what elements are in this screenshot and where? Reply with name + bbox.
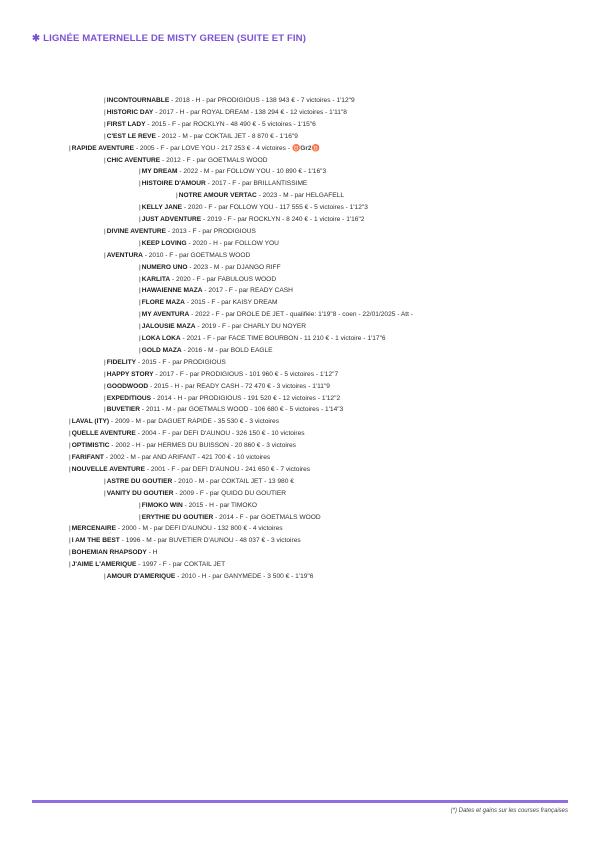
horse-details: 2010 - F - par GOETMALS WOOD bbox=[148, 251, 251, 259]
horse-details: - H bbox=[148, 549, 158, 557]
separator: - bbox=[187, 263, 194, 271]
branch-marker: | bbox=[69, 525, 71, 533]
horse-details: 2015 - F - par KAISY DREAM bbox=[190, 299, 278, 307]
horse-name: GOLD MAZA bbox=[141, 346, 182, 354]
branch-marker: | bbox=[69, 549, 71, 557]
branch-marker: | bbox=[104, 406, 106, 414]
horse-name: FIRST LADY bbox=[106, 120, 146, 128]
horse-name: GOODWOOD bbox=[106, 382, 149, 390]
branch-marker: | bbox=[139, 180, 141, 188]
horse-details: 2017 - F - par READY CASH bbox=[208, 287, 293, 295]
pedigree-entry bbox=[104, 97, 355, 105]
pedigree-entry bbox=[69, 561, 225, 569]
horse-details: 2014 - H - par PRODIGIOUS - 191 520 € - 12 victoires - 1'12"2 bbox=[156, 394, 341, 402]
branch-marker: | bbox=[104, 358, 106, 366]
pedigree-entry bbox=[104, 478, 294, 486]
horse-details: 2022 - M - par FOLLOW YOU - 10 890 € - 1'16"3 bbox=[183, 168, 327, 176]
pedigree-entry bbox=[69, 418, 279, 426]
separator: - bbox=[136, 561, 143, 569]
horse-details: 2021 - F - par FACE TIME BOURBON - 11 210 € - 1 victoire - 1'17"6 bbox=[186, 335, 386, 342]
horse-name: VANITY DU GOUTIER bbox=[106, 489, 174, 497]
pedigree-entry bbox=[139, 299, 278, 307]
branch-marker: | bbox=[104, 477, 106, 485]
separator: - bbox=[135, 430, 142, 438]
separator: - bbox=[182, 204, 188, 212]
horse-name: AMOUR D'AMERIQUE bbox=[106, 573, 176, 580]
pedigree-entry bbox=[139, 335, 386, 343]
pedigree-entry bbox=[139, 204, 368, 212]
pedigree-entry bbox=[139, 276, 276, 284]
branch-marker: | bbox=[104, 227, 106, 235]
horse-name: FARIFANT bbox=[71, 454, 104, 461]
pedigree-entry bbox=[139, 240, 279, 248]
pedigree-entry bbox=[104, 133, 298, 141]
horse-name: HISTORIC DAY bbox=[106, 108, 154, 116]
horse-details: 2016 - M - par BOLD EAGLE bbox=[187, 346, 273, 354]
pedigree-entry bbox=[104, 573, 313, 581]
separator: - bbox=[180, 335, 187, 342]
horse-details: 2013 - F - par PRODIGIOUS bbox=[171, 227, 256, 235]
star-icon: ✱ bbox=[32, 33, 41, 44]
horse-details: 2020 - F - par FABULOUS WOOD bbox=[176, 275, 277, 283]
horse-details: 2022 - F - par DROLE DE JET - qualifiée: 1'19"8 - coen - 22/01/2025 - Att - bbox=[195, 311, 413, 319]
pedigree-entry bbox=[139, 514, 321, 522]
separator: - bbox=[119, 537, 126, 545]
horse-name: ERYTHIE DU GOUTIER bbox=[141, 513, 214, 521]
pedigree-entry bbox=[139, 168, 326, 176]
branch-marker: | bbox=[104, 382, 106, 390]
separator: - bbox=[169, 97, 176, 104]
separator: - bbox=[213, 513, 220, 521]
horse-name: ASTRE DU GOUTIER bbox=[106, 477, 173, 485]
horse-name: AVENTURA bbox=[106, 251, 143, 259]
separator: - bbox=[148, 382, 154, 390]
branch-marker: | bbox=[139, 204, 141, 212]
separator: - bbox=[140, 406, 146, 414]
branch-marker: | bbox=[104, 97, 106, 104]
horse-name: FIDELITY bbox=[106, 358, 137, 366]
separator: - bbox=[205, 180, 212, 188]
horse-details: 2009 - M - par DAGUET RAPIDE - 35 530 € - 3 victoires bbox=[114, 418, 280, 426]
horse-details: 2015 - H - par READY CASH - 72 470 € - 3 victoires - 1'11"9 bbox=[154, 382, 330, 390]
horse-details: 2023 - M - par DJANGO RIFF bbox=[193, 263, 281, 271]
branch-marker: | bbox=[69, 454, 71, 461]
horse-details: 2010 - M - par COKTAIL JET - 13 980 € bbox=[178, 477, 294, 485]
branch-marker: | bbox=[104, 120, 106, 128]
separator: - bbox=[172, 477, 179, 485]
pedigree-entry bbox=[139, 287, 293, 295]
horse-details: 2015 - F - par ROCKLYN - 48 490 € - 5 victoires - 1'15"6 bbox=[151, 120, 316, 128]
horse-name: RAPIDE AVENTURE bbox=[71, 144, 134, 152]
separator: - bbox=[177, 168, 184, 176]
horse-name: BOHEMIAN RHAPSODY bbox=[71, 549, 147, 557]
page-heading bbox=[32, 33, 306, 44]
branch-marker: | bbox=[69, 144, 71, 152]
horse-details: 2023 - M - par HELGAFELL bbox=[262, 192, 344, 200]
horse-details: 1997 - F - par COKTAIL JET bbox=[142, 561, 226, 569]
horse-name: CHIC AVENTURE bbox=[106, 156, 161, 164]
horse-name: OPTIMISTIC bbox=[71, 442, 110, 450]
separator: - bbox=[189, 311, 196, 319]
separator: - bbox=[182, 501, 189, 509]
horse-name: QUELLE AVENTURE bbox=[71, 430, 136, 438]
branch-marker: | bbox=[104, 573, 106, 580]
separator: - bbox=[201, 216, 208, 223]
horse-name: NUMERO UNO bbox=[141, 263, 188, 271]
branch-marker: | bbox=[139, 263, 141, 271]
separator: - bbox=[145, 120, 152, 128]
horse-name: NOUVELLE AVENTURE bbox=[71, 465, 145, 473]
pedigree-entry bbox=[69, 525, 283, 533]
horse-details: 2000 - M - par DEFI D'AUNOU - 132 800 € - 4 victoires bbox=[121, 525, 283, 533]
horse-name: I AM THE BEST bbox=[71, 537, 120, 545]
branch-marker: | bbox=[139, 513, 141, 521]
horse-details: 2012 - F - par GOETMALS WOOD bbox=[166, 156, 268, 164]
separator: - bbox=[153, 108, 160, 116]
branch-marker: | bbox=[139, 323, 141, 331]
horse-details: 2002 - M - par AND ARIFANT - 421 700 € - 10 victoires bbox=[109, 454, 271, 461]
separator: - bbox=[116, 525, 122, 533]
branch-marker: | bbox=[139, 501, 141, 509]
separator: - bbox=[136, 358, 142, 366]
pedigree-entry bbox=[139, 311, 413, 319]
horse-name: EXPEDITIOUS bbox=[106, 394, 152, 402]
branch-marker: | bbox=[104, 132, 106, 140]
branch-marker: | bbox=[104, 108, 106, 116]
horse-details: 2017 - H - par ROYAL DREAM - 138 294 € - 12 victoires - 1'11"8 bbox=[159, 108, 347, 116]
footer-divider bbox=[32, 800, 568, 803]
pedigree-entry bbox=[104, 383, 330, 391]
branch-marker: | bbox=[176, 192, 178, 200]
branch-marker: | bbox=[139, 287, 141, 295]
horse-details: 2001 - F - par DEFI D'AUNOU - 241 650 € - 7 victoires bbox=[150, 465, 311, 473]
branch-marker: | bbox=[69, 442, 71, 450]
separator: - bbox=[166, 227, 172, 235]
separator: - bbox=[153, 370, 160, 378]
branch-marker: | bbox=[139, 299, 141, 307]
horse-details: 2004 - F - par DEFI D'AUNOU - 326 150 € - 10 victoires bbox=[141, 430, 305, 438]
separator: - bbox=[170, 275, 177, 283]
pedigree-entry bbox=[139, 323, 306, 331]
branch-marker: | bbox=[139, 168, 141, 176]
branch-marker: | bbox=[139, 346, 141, 354]
horse-details: 2017 - F - par PRODIGIOUS - 101 960 € - 5 victoires - 1'12"7 bbox=[159, 370, 339, 378]
branch-marker: | bbox=[139, 239, 141, 247]
horse-name: BUVETIER bbox=[106, 406, 141, 414]
pedigree-entry bbox=[104, 109, 347, 117]
pedigree-entry bbox=[139, 180, 307, 188]
pedigree-entry bbox=[104, 371, 338, 379]
pedigree-entry bbox=[69, 549, 157, 557]
horse-details: 2020 - H - par FOLLOW YOU bbox=[192, 239, 279, 247]
horse-name: FLORE MAZA bbox=[141, 299, 185, 307]
horse-name: KARLITA bbox=[141, 275, 171, 283]
pedigree-entry bbox=[69, 466, 310, 474]
horse-details: 2017 - F - par BRILLANTISSIME bbox=[211, 180, 308, 188]
pedigree-entry bbox=[104, 228, 256, 236]
separator: - bbox=[181, 346, 188, 354]
horse-details: 2005 - F - par LOVE YOU - 217 253 € - 4 victoires - bbox=[139, 144, 291, 152]
separator: - bbox=[145, 465, 151, 473]
horse-details: 2014 - F - par GOETMALS WOOD bbox=[219, 513, 321, 521]
footnote: (*) Dates et gains sur les courses françaises bbox=[450, 808, 568, 814]
branch-marker: | bbox=[69, 465, 71, 473]
horse-details: 2019 - F - par ROCKLYN - 8 240 € - 1 victoire - 1'16"2 bbox=[207, 216, 365, 223]
pedigree-entry bbox=[104, 252, 250, 260]
horse-name: JUST ADVENTURE bbox=[141, 216, 202, 223]
pedigree-entry bbox=[69, 442, 296, 450]
branch-marker: | bbox=[104, 251, 106, 259]
separator: - bbox=[256, 192, 263, 200]
separator: - bbox=[184, 299, 191, 307]
separator: - bbox=[151, 394, 157, 402]
horse-details: 2012 - M - par COKTAIL JET - 8 870 € - 1'16"9 bbox=[161, 132, 298, 140]
horse-name: FIMOKO WIN bbox=[141, 501, 183, 509]
horse-name: HISTOIRE D'AMOUR bbox=[141, 180, 206, 188]
branch-marker: | bbox=[69, 418, 71, 426]
horse-details: 2002 - H - par HERMES DU BUISSON - 20 860 € - 3 victoires bbox=[115, 442, 296, 450]
pedigree-entry bbox=[104, 406, 343, 414]
pedigree-entry bbox=[139, 216, 364, 224]
separator: - bbox=[155, 132, 162, 140]
branch-marker: | bbox=[139, 216, 141, 223]
pedigree-entry bbox=[69, 537, 301, 545]
branch-marker: | bbox=[139, 311, 141, 319]
pedigree-entry bbox=[104, 395, 340, 403]
branch-marker: | bbox=[69, 537, 71, 545]
horse-name: KELLY JANE bbox=[141, 204, 183, 212]
horse-name: MY DREAM bbox=[141, 168, 178, 176]
horse-name: DIVINE AVENTURE bbox=[106, 227, 167, 235]
branch-marker: | bbox=[104, 489, 106, 497]
horse-name: C'EST LE REVE bbox=[106, 132, 156, 140]
horse-name: JALOUSIE MAZA bbox=[141, 323, 196, 331]
horse-details: 2018 - H - par PRODIGIOUS - 138 943 € - 7 victoires - 1'12"9 bbox=[175, 97, 355, 104]
separator: - bbox=[175, 573, 182, 580]
horse-details: 2015 - F - par PRODIGIOUS bbox=[141, 358, 226, 366]
branch-marker: | bbox=[139, 275, 141, 283]
pedigree-entry bbox=[104, 157, 268, 165]
horse-details: 1996 - M - par BUVETIER D'AUNOU - 48 037 € - 3 victoires bbox=[125, 537, 301, 545]
branch-marker: | bbox=[69, 430, 71, 438]
pedigree-entry bbox=[69, 454, 270, 462]
separator: - bbox=[109, 418, 115, 426]
separator: - bbox=[142, 251, 149, 259]
separator: - bbox=[160, 156, 167, 164]
branch-marker: | bbox=[139, 335, 141, 342]
horse-name: J'AIME L'AMERIQUE bbox=[71, 561, 137, 569]
horse-details: 2009 - F - par QUIDO DU GOUTIER bbox=[179, 489, 287, 497]
pedigree-entry bbox=[104, 121, 316, 129]
separator: - bbox=[195, 323, 202, 331]
horse-name: HAPPY STORY bbox=[106, 370, 154, 378]
horse-name: MERCENAIRE bbox=[71, 525, 117, 533]
heading-title: LIGNÉE MATERNELLE DE MISTY GREEN (SUITE ET FIN) bbox=[43, 33, 306, 44]
separator: - bbox=[103, 454, 110, 461]
branch-marker: | bbox=[104, 370, 106, 378]
horse-name: NOTRE AMOUR VERTAC bbox=[178, 192, 257, 200]
branch-marker: | bbox=[104, 156, 106, 164]
branch-marker: | bbox=[104, 394, 106, 402]
pedigree-entry bbox=[139, 264, 281, 272]
horse-name: HAWAIENNE MAZA bbox=[141, 287, 203, 295]
horse-details: 2011 - M - par GOETMALS WOOD - 106 680 € - 5 victoires - 1'14"3 bbox=[145, 406, 344, 414]
pedigree-entry bbox=[69, 430, 305, 438]
pedigree-entry bbox=[69, 145, 320, 153]
group-race-badge: ♉Gr2♉ bbox=[292, 144, 320, 152]
horse-details: 2015 - H - par TIMOKO bbox=[188, 501, 258, 509]
branch-marker: | bbox=[69, 561, 71, 569]
horse-name: LOKA LOKA bbox=[141, 335, 181, 342]
horse-details: 2020 - F - par FOLLOW YOU - 117 555 € - 5 victoires - 1'12"3 bbox=[187, 204, 368, 212]
pedigree-entry bbox=[104, 490, 286, 498]
horse-details: 2019 - F - par CHARLY DU NOYER bbox=[201, 323, 307, 331]
horse-details: 2010 - H - par GANYMEDE - 3 500 € - 1'19"6 bbox=[181, 573, 314, 580]
pedigree-entry bbox=[139, 347, 273, 355]
horse-name: INCONTOURNABLE bbox=[106, 97, 170, 104]
pedigree-entry bbox=[104, 359, 226, 367]
horse-name: LAVAL (ITY) bbox=[71, 418, 110, 426]
horse-name: KEEP LOVING bbox=[141, 239, 187, 247]
separator: - bbox=[109, 442, 116, 450]
separator: - bbox=[186, 239, 193, 247]
separator: - bbox=[202, 287, 209, 295]
separator: - bbox=[173, 489, 180, 497]
separator: - bbox=[134, 144, 140, 152]
pedigree-entry bbox=[139, 502, 257, 510]
horse-name: MY AVENTURA bbox=[141, 311, 190, 319]
pedigree-entry bbox=[176, 192, 344, 200]
